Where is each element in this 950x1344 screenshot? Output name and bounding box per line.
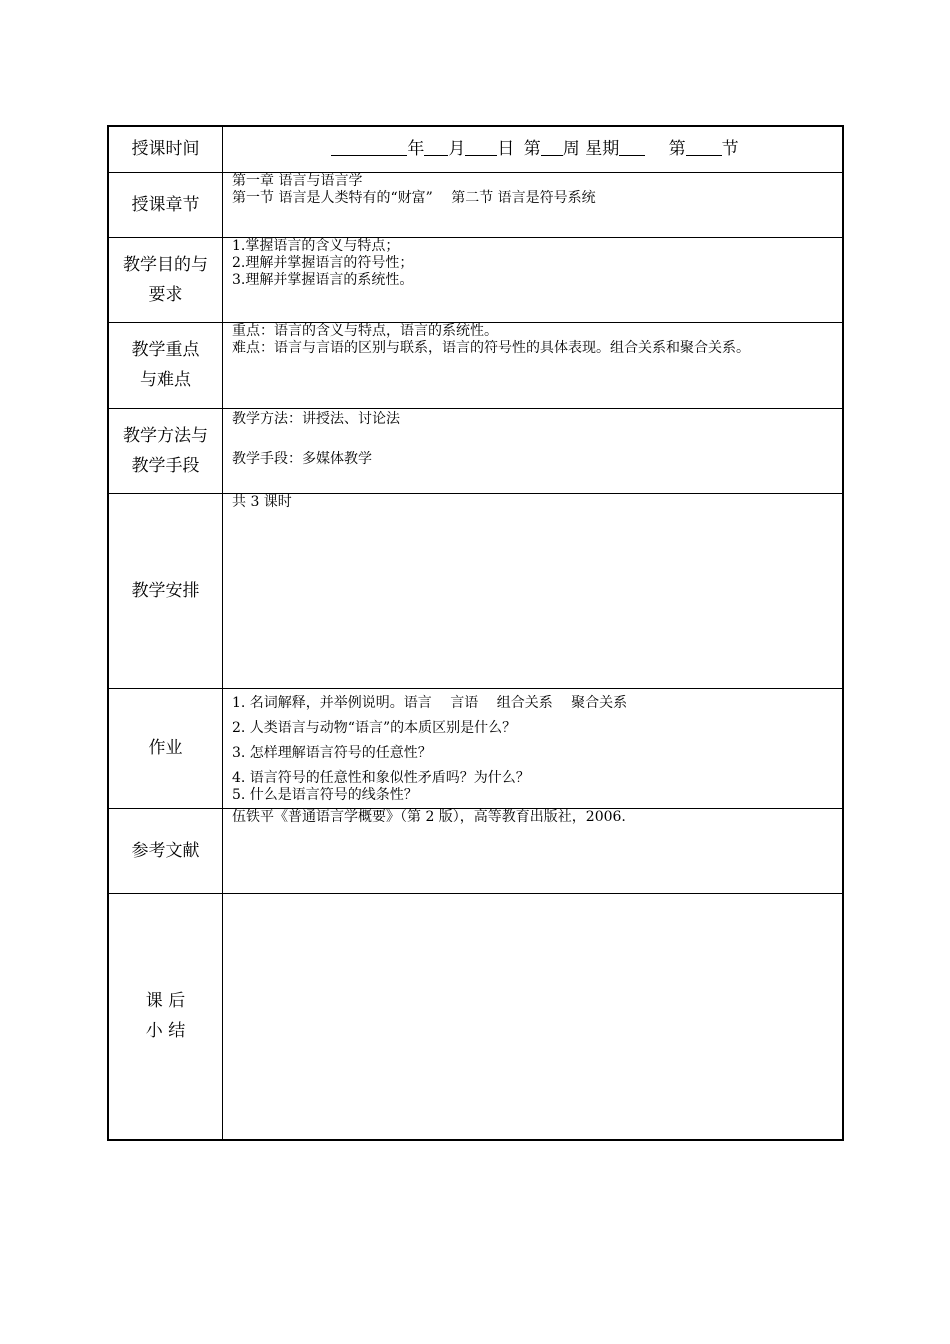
method-text: 教学方法：讲授法、讨论法 (232, 410, 400, 427)
period-prefix: 第 (668, 139, 686, 159)
blank-weekday[interactable] (619, 139, 645, 156)
label-methods-line-1: 教学方法与 (123, 425, 208, 446)
chapter-line-1: 第一章 语言与语言学 (232, 172, 363, 189)
blank-period[interactable] (686, 139, 722, 156)
week-label: 周 (562, 139, 580, 159)
row-arrangement (108, 493, 843, 688)
label-homework: 作业 (108, 688, 223, 808)
row-homework (108, 688, 843, 808)
lesson-plan-table (107, 125, 844, 1141)
label-summary-line-2: 小 结 (145, 1021, 186, 1042)
focus-text: 重点：语言的含义与特点，语言的系统性。 (232, 322, 498, 339)
cell-keypoints[interactable] (223, 322, 844, 408)
label-chapter: 授课章节 (108, 172, 223, 237)
cell-chapter[interactable] (223, 172, 844, 237)
label-arrangement: 教学安排 (108, 493, 223, 688)
cell-homework[interactable] (223, 688, 844, 808)
period-label: 节 (721, 139, 739, 159)
row-summary (108, 893, 843, 1140)
label-summary-line-1: 课 后 (145, 991, 186, 1012)
means-text: 教学手段：多媒体教学 (232, 450, 372, 467)
label-keypoints-line-1: 教学重点 (131, 340, 200, 360)
year-label: 年 (407, 139, 425, 159)
objective-item: 1.掌握语言的含义与特点； (232, 237, 400, 254)
row-objectives (108, 237, 843, 322)
label-objectives-line-1: 教学目的与 (123, 254, 208, 275)
blank-week[interactable] (541, 139, 563, 156)
weekday-label: 星期 (585, 139, 620, 159)
label-summary (108, 893, 223, 1140)
arrangement-text: 共 3 课时 (232, 493, 292, 510)
date-line (232, 127, 838, 171)
cell-time[interactable] (223, 126, 844, 172)
objective-item: 2.理解并掌握语言的符号性； (232, 254, 414, 271)
day-label: 日 (497, 139, 515, 159)
homework-item: 4. 语言符号的任意性和象似性矛盾吗？为什么？ (232, 769, 530, 786)
blank-day[interactable] (465, 139, 497, 156)
cell-arrangement[interactable] (223, 493, 844, 688)
row-time (108, 126, 843, 172)
row-chapter (108, 172, 843, 237)
reference-text: 伍铁平《普通语言学概要》（第 2 版），高等教育出版社，2006. (232, 808, 626, 825)
month-label: 月 (448, 139, 466, 159)
cell-objectives[interactable] (223, 237, 844, 322)
week-prefix: 第 (523, 139, 541, 159)
homework-item: 5. 什么是语言符号的线条性？ (232, 786, 418, 803)
cell-summary[interactable] (223, 893, 844, 1140)
label-keypoints-line-2: 与难点 (140, 370, 191, 390)
row-references (108, 808, 843, 893)
label-keypoints (108, 322, 223, 408)
homework-item: 3. 怎样理解语言符号的任意性？ (232, 744, 432, 761)
homework-item: 2. 人类语言与动物“语言”的本质区别是什么？ (232, 719, 517, 736)
row-keypoints (108, 322, 843, 408)
row-methods (108, 408, 843, 493)
homework-item: 1. 名词解释，并举例说明。语言 言语 组合关系 聚合关系 (232, 694, 628, 711)
blank-year[interactable] (331, 139, 407, 156)
label-methods-line-2: 教学手段 (131, 455, 200, 476)
difficulty-text: 难点：语言与言语的区别与联系，语言的符号性的具体表现。组合关系和聚合关系。 (232, 339, 750, 356)
chapter-line-2: 第一节 语言是人类特有的“财富” 第二节 语言是符号系统 (232, 189, 596, 206)
label-objectives-line-2: 要求 (148, 284, 183, 305)
label-methods (108, 408, 223, 493)
cell-methods[interactable] (223, 408, 844, 493)
label-time: 授课时间 (108, 126, 223, 172)
blank-month[interactable] (424, 139, 448, 156)
label-references: 参考文献 (108, 808, 223, 893)
label-objectives (108, 237, 223, 322)
objective-item: 3.理解并掌握语言的系统性。 (232, 271, 414, 288)
cell-references[interactable] (223, 808, 844, 893)
